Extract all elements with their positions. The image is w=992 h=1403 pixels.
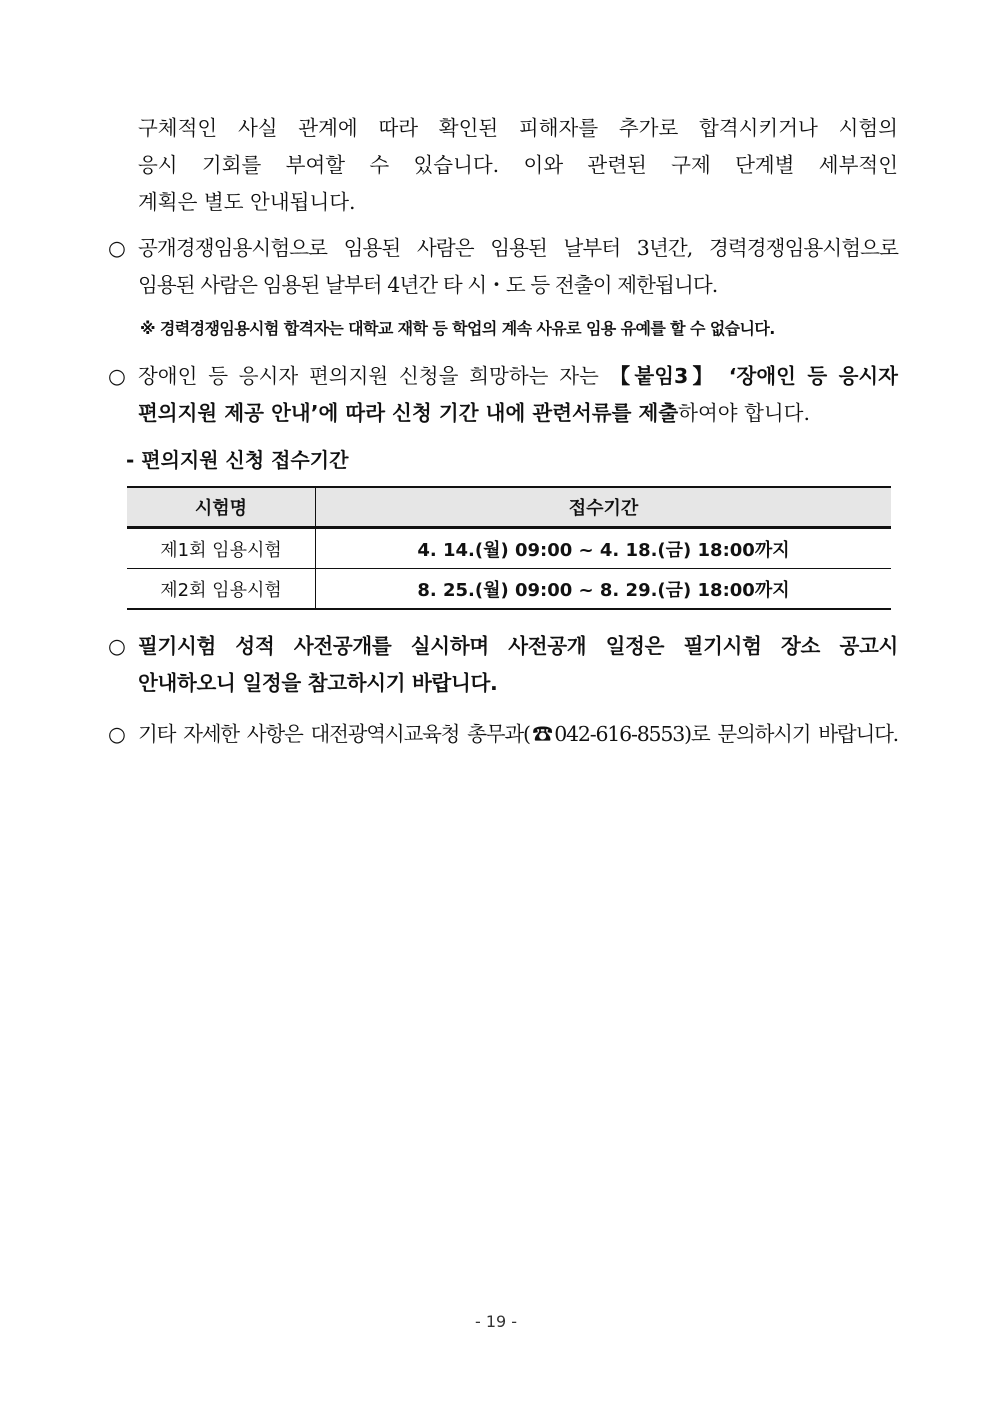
bullet-circle: ○ bbox=[108, 634, 126, 658]
bullet-circle: ○ bbox=[108, 236, 126, 260]
bullet-item-transfer-restriction bbox=[108, 230, 898, 304]
item2-line2-plain: 하여야 합니다. bbox=[678, 401, 811, 425]
item3-line-1: 필기시험 성적 사전공개를 실시하며 사전공개 일정은 필기시험 장소 공고시 bbox=[138, 634, 898, 658]
item1-line-1: 공개경쟁임용시험으로 임용된 사람은 임용된 날부터 3년간, 경력경쟁임용시험으로 bbox=[138, 236, 898, 260]
table-header-row bbox=[127, 487, 891, 528]
bullet-item-score-disclosure bbox=[108, 628, 898, 702]
item3-line-2: 안내하오니 일정을 참고하시기 바랍니다. bbox=[138, 671, 498, 695]
bullet-item-contact bbox=[108, 716, 898, 753]
item2-line1-bold: 【붙임3】 ‘장애인 등 응시자 bbox=[609, 364, 898, 388]
header-period: 접수기간 bbox=[316, 487, 892, 528]
item2-line-2 bbox=[138, 395, 898, 432]
intro-line-2: 응시 기회를 부여할 수 있습니다. 이와 관련된 구제 단계별 세부적인 bbox=[138, 153, 898, 177]
bullet-circle: ○ bbox=[108, 722, 126, 746]
application-period-table bbox=[127, 486, 891, 610]
table-row bbox=[127, 528, 891, 569]
intro-paragraph bbox=[108, 110, 898, 221]
page-number: - 19 - bbox=[474, 1312, 518, 1331]
bullet-item-accommodation bbox=[108, 358, 898, 432]
item2-line2-bold: 편의지원 제공 안내’에 따라 신청 기간 내에 관련서류를 제출 bbox=[138, 401, 679, 425]
cell-period: 8. 25.(월) 09:00 ~ 8. 29.(금) 18:00까지 bbox=[316, 569, 892, 610]
item4-line: 기타 자세한 사항은 대전광역시교육청 총무과(☎042-616-8553)로 문의하시기 바랍니다. bbox=[138, 722, 898, 746]
bullet-circle: ○ bbox=[108, 364, 126, 388]
intro-line-1: 구체적인 사실 관계에 따라 확인된 피해자를 추가로 합격시키거나 시험의 bbox=[138, 116, 898, 140]
intro-line-3: 계획은 별도 안내됩니다. bbox=[138, 190, 356, 214]
sub-heading-application-period: - 편의지원 신청 접수기간 bbox=[126, 448, 349, 472]
header-exam-name: 시험명 bbox=[127, 487, 316, 528]
table-row bbox=[127, 569, 891, 610]
item2-line-1 bbox=[138, 358, 898, 395]
cell-exam-name: 제1회 임용시험 bbox=[127, 528, 316, 569]
cell-period: 4. 14.(월) 09:00 ~ 4. 18.(금) 18:00까지 bbox=[316, 528, 892, 569]
item2-line1-plain: 장애인 등 응시자 편의지원 신청을 희망하는 자는 bbox=[138, 364, 610, 388]
item1-line-2: 임용된 사람은 임용된 날부터 4년간 타 시・도 등 전출이 제한됩니다. bbox=[138, 273, 718, 297]
cell-exam-name: 제2회 임용시험 bbox=[127, 569, 316, 610]
deferral-note: ※ 경력경쟁임용시험 합격자는 대학교 재학 등 학업의 계속 사유로 임용 유예를 할 수 없습니다. bbox=[140, 319, 775, 338]
